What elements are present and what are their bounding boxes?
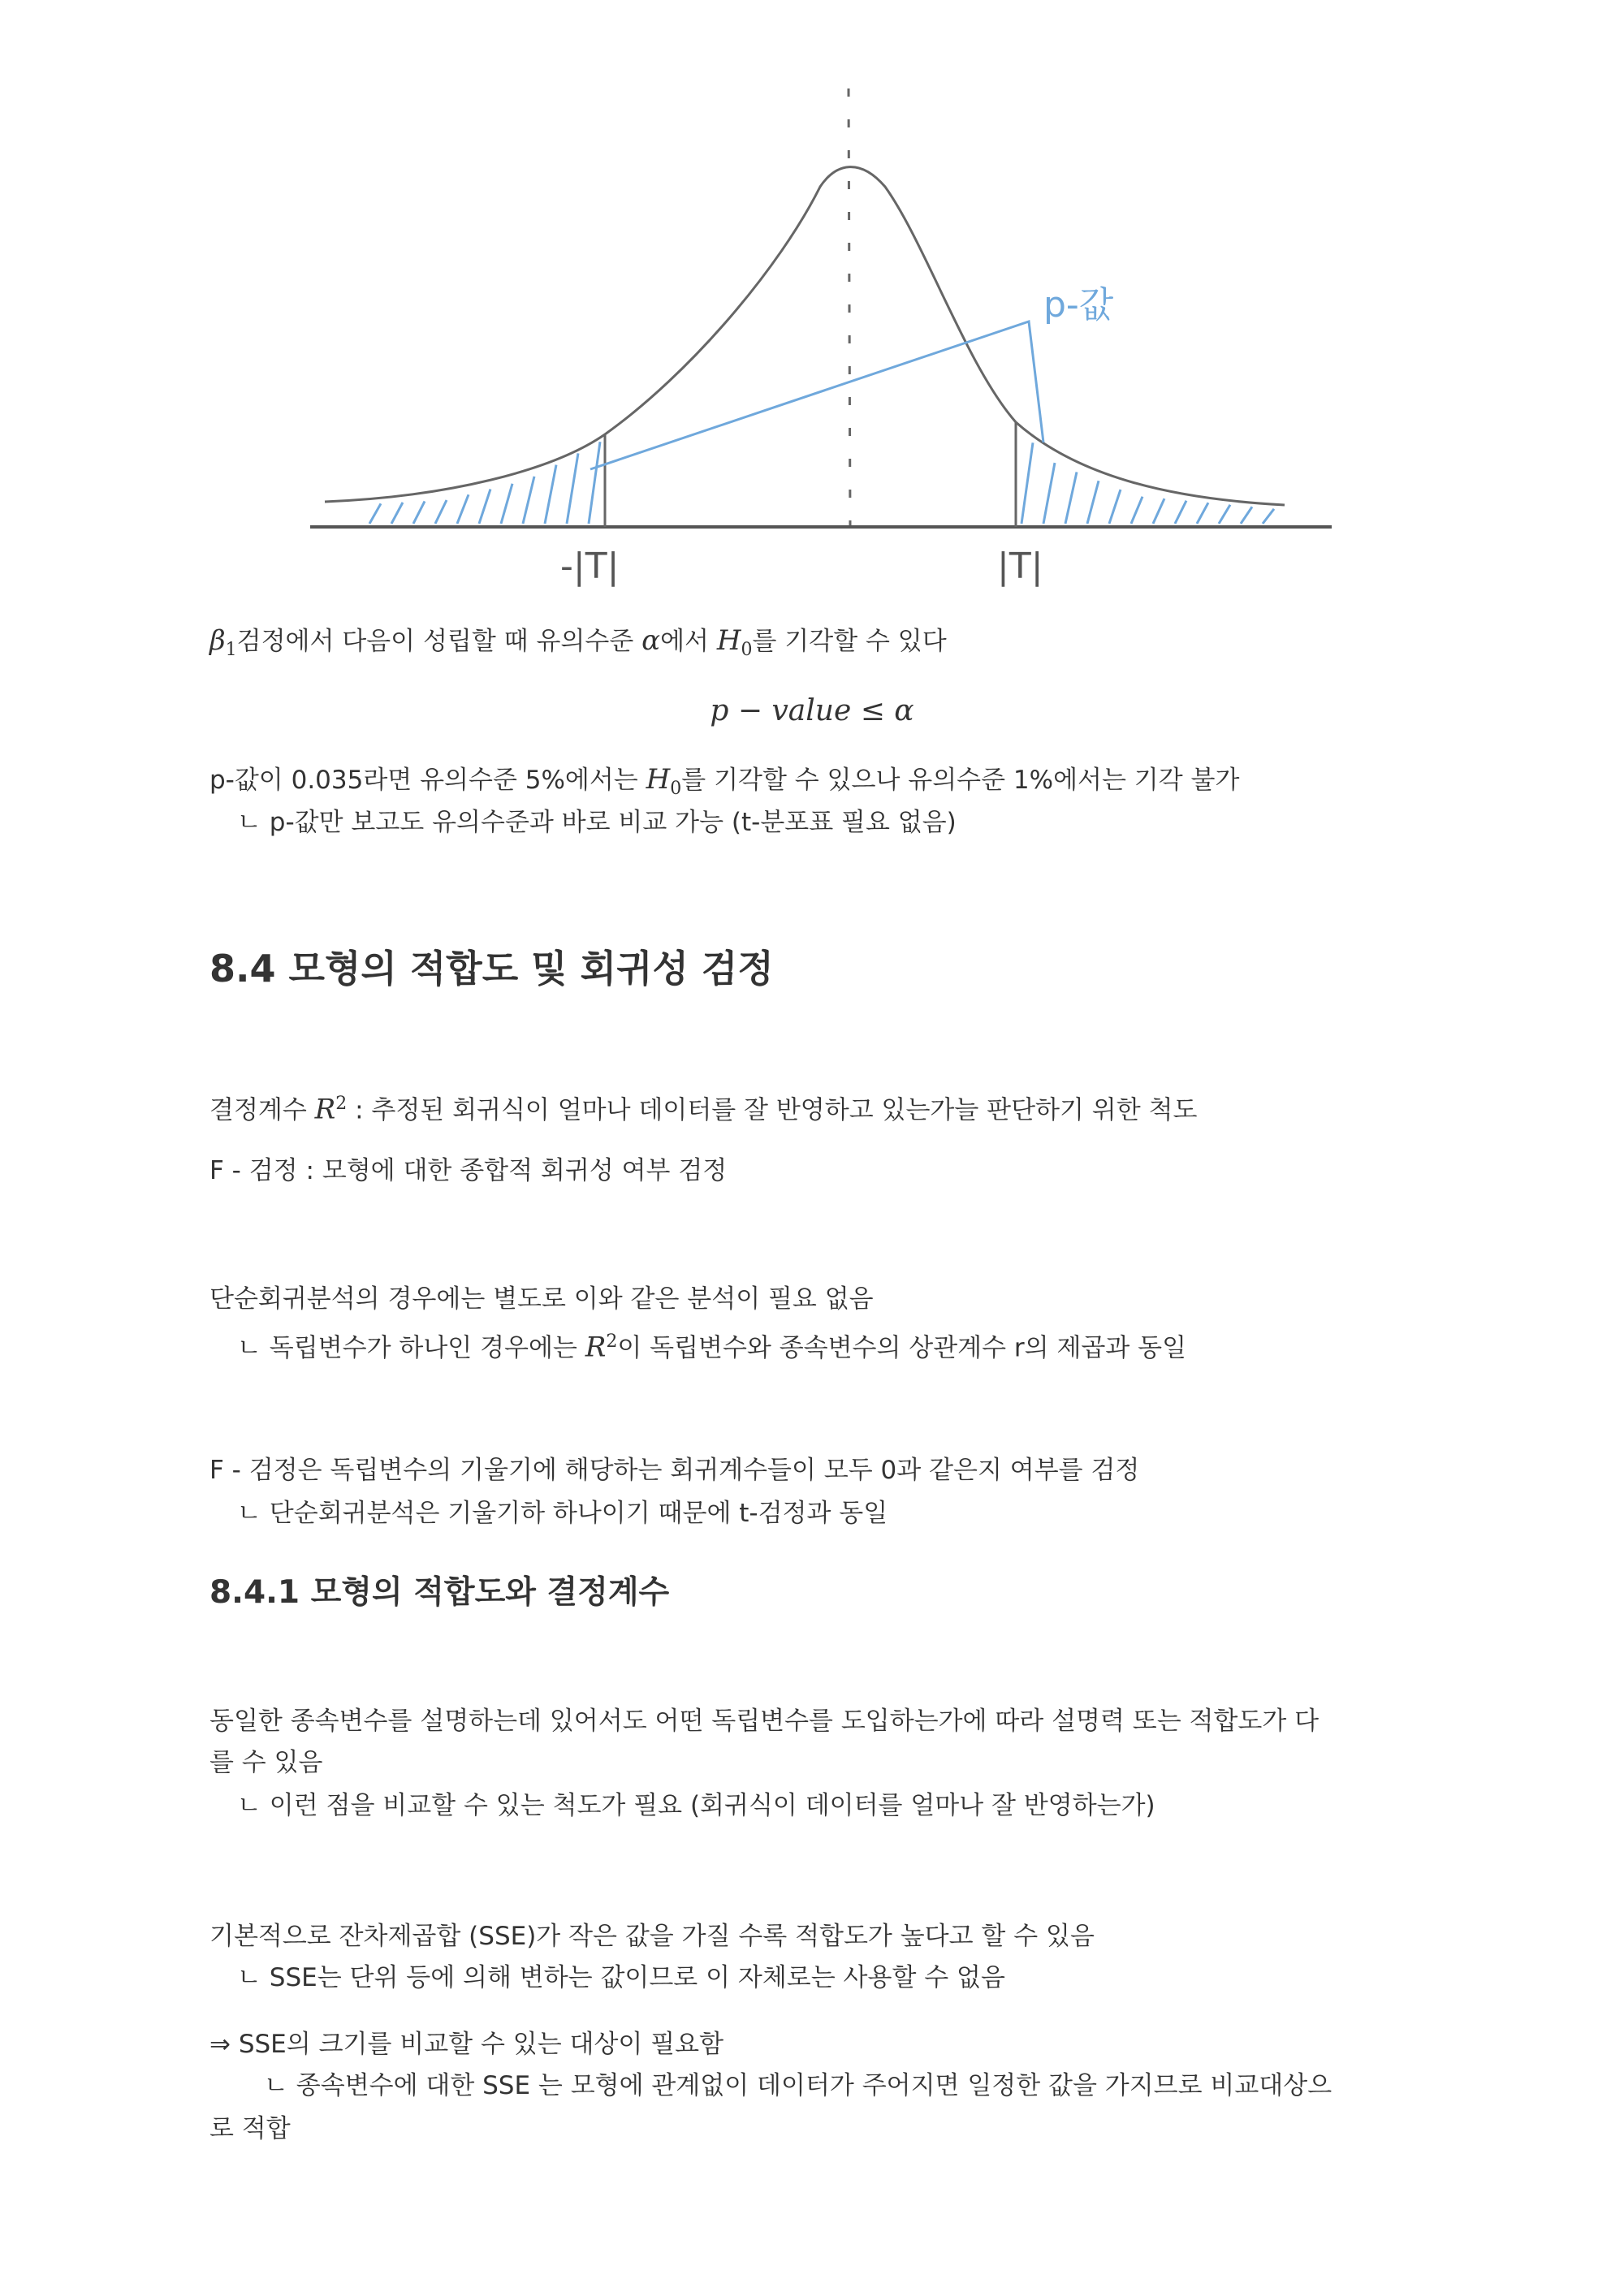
text: 를 기각할 수 있다 xyxy=(752,627,947,656)
hatch-stroke xyxy=(1241,507,1252,524)
simple-regression-note: 단순회귀분석의 경우에는 별도로 이와 같은 분석이 필요 없음 xyxy=(209,1284,874,1314)
paragraph-sse-note: ㄴ SSE는 단위 등에 의해 변하는 값이므로 이 자체로는 사용할 수 없음 xyxy=(237,1963,1005,1992)
r2-symbol: R xyxy=(314,1093,336,1126)
paragraph-compare-note-cont: 로 적합 xyxy=(209,2114,291,2143)
hatch-stroke xyxy=(391,503,403,524)
hatch-stroke xyxy=(479,490,490,524)
paragraph-fit-cont: 를 수 있음 xyxy=(209,1748,323,1777)
text: 에서 xyxy=(660,627,717,656)
hatch-stroke xyxy=(567,453,578,524)
r2-symbol: R xyxy=(585,1331,607,1364)
hatch-stroke xyxy=(1109,490,1121,524)
section-heading-8-4: 8.4 모형의 적합도 및 회귀성 검정 xyxy=(209,947,774,990)
f-test-explanation: F - 검정은 독립변수의 기울기에 해당하는 회귀계수들이 모두 0과 같은지 여부를 검정 xyxy=(209,1456,1140,1485)
simple-regression-subnote xyxy=(237,1326,1186,1364)
beta-test-statement xyxy=(209,624,947,667)
r2-superscript: 2 xyxy=(335,1094,348,1114)
hatch-stroke xyxy=(1219,505,1230,524)
text: 를 기각할 수 있으나 유의수준 1%에서는 기각 불가 xyxy=(681,766,1240,795)
hatch-stroke xyxy=(545,465,556,524)
paragraph-fit: 동일한 종속변수를 설명하는데 있어서도 어떤 독립변수를 도입하는가에 따라 설명력 또는 적합도가 다 xyxy=(209,1707,1320,1736)
alpha-symbol: α xyxy=(641,624,661,657)
hatch-stroke xyxy=(435,500,447,524)
section-heading-8-4-1: 8.4.1 모형의 적합도와 결정계수 xyxy=(209,1574,670,1611)
hatch-stroke xyxy=(1131,497,1142,524)
paragraph-compare: ⇒ SSE의 크기를 비교할 수 있는 대상이 필요함 xyxy=(209,2030,724,2059)
hatch-stroke xyxy=(1021,442,1033,524)
hatch-stroke xyxy=(413,501,425,524)
hatch-stroke xyxy=(523,477,534,524)
paragraph-sse: 기본적으로 잔차제곱합 (SSE)가 작은 값을 가질 수록 적합도가 높다고 할 수 있음 xyxy=(209,1922,1095,1951)
hatch-stroke xyxy=(1065,472,1077,524)
p-value-label: p-값 xyxy=(1043,284,1114,326)
f-test-subnote: ㄴ 단순회귀분석은 기울기하 하나이기 때문에 t-검정과 동일 xyxy=(237,1499,888,1528)
pos-t-label: |T| xyxy=(997,546,1043,587)
p-value-note: ㄴ p-값만 보고도 유의수준과 바로 비교 가능 (t-분포표 필요 없음) xyxy=(237,808,957,837)
h0-symbol: H xyxy=(716,624,741,657)
h0-symbol: H xyxy=(646,763,671,796)
text: 검정에서 다음이 성립할 때 유의수준 xyxy=(236,627,642,656)
t-distribution-sketch xyxy=(0,0,1624,617)
hatch-stroke xyxy=(1153,498,1164,524)
distribution-curve xyxy=(325,167,1285,505)
paragraph-compare-note: ㄴ 종속변수에 대한 SSE 는 모형에 관계없이 데이터가 주어지면 일정한 값을 가지므로 비교대상으 xyxy=(264,2071,1332,2100)
hatch-stroke xyxy=(369,503,381,524)
beta-symbol: β xyxy=(209,624,226,657)
hatch-stroke xyxy=(501,484,512,524)
r2-superscript: 2 xyxy=(606,1331,618,1352)
hatch-stroke xyxy=(457,494,469,524)
text: p-값이 0.035라면 유의수준 5%에서는 xyxy=(209,766,646,795)
hatch-stroke xyxy=(1087,481,1099,524)
p-value-example xyxy=(209,763,1239,805)
hatch-stroke xyxy=(589,442,600,524)
text: : 추정된 회귀식이 얼마나 데이터를 잘 반영하고 있는가늘 판단하기 위한 척도 xyxy=(347,1095,1198,1125)
f-test-definition: F - 검정 : 모형에 대한 종합적 회귀성 여부 검정 xyxy=(209,1156,728,1185)
hatch-stroke xyxy=(1043,463,1055,524)
text: 결정계수 xyxy=(209,1095,315,1125)
p-value-pointer xyxy=(590,322,1043,469)
h0-subscript: 0 xyxy=(670,779,682,800)
h0-subscript: 0 xyxy=(741,640,753,661)
p-value-formula: p − value ≤ α xyxy=(710,694,914,727)
paragraph-fit-note: ㄴ 이런 점을 비교할 수 있는 척도가 필요 (회귀식이 데이터를 얼마나 잘 반영하는가) xyxy=(237,1791,1155,1820)
hatch-stroke xyxy=(1175,501,1186,524)
text: 이 독립변수와 종속변수의 상관계수 r의 제곱과 동일 xyxy=(617,1333,1187,1363)
center-dashed-line xyxy=(849,88,850,527)
neg-t-label: -|T| xyxy=(560,546,620,587)
beta-subscript: 1 xyxy=(225,640,237,661)
hatch-stroke xyxy=(1263,509,1274,524)
text: ㄴ 독립변수가 하나인 경우에는 xyxy=(237,1333,585,1363)
r2-definition xyxy=(209,1088,1197,1126)
hatch-stroke xyxy=(1197,503,1208,524)
